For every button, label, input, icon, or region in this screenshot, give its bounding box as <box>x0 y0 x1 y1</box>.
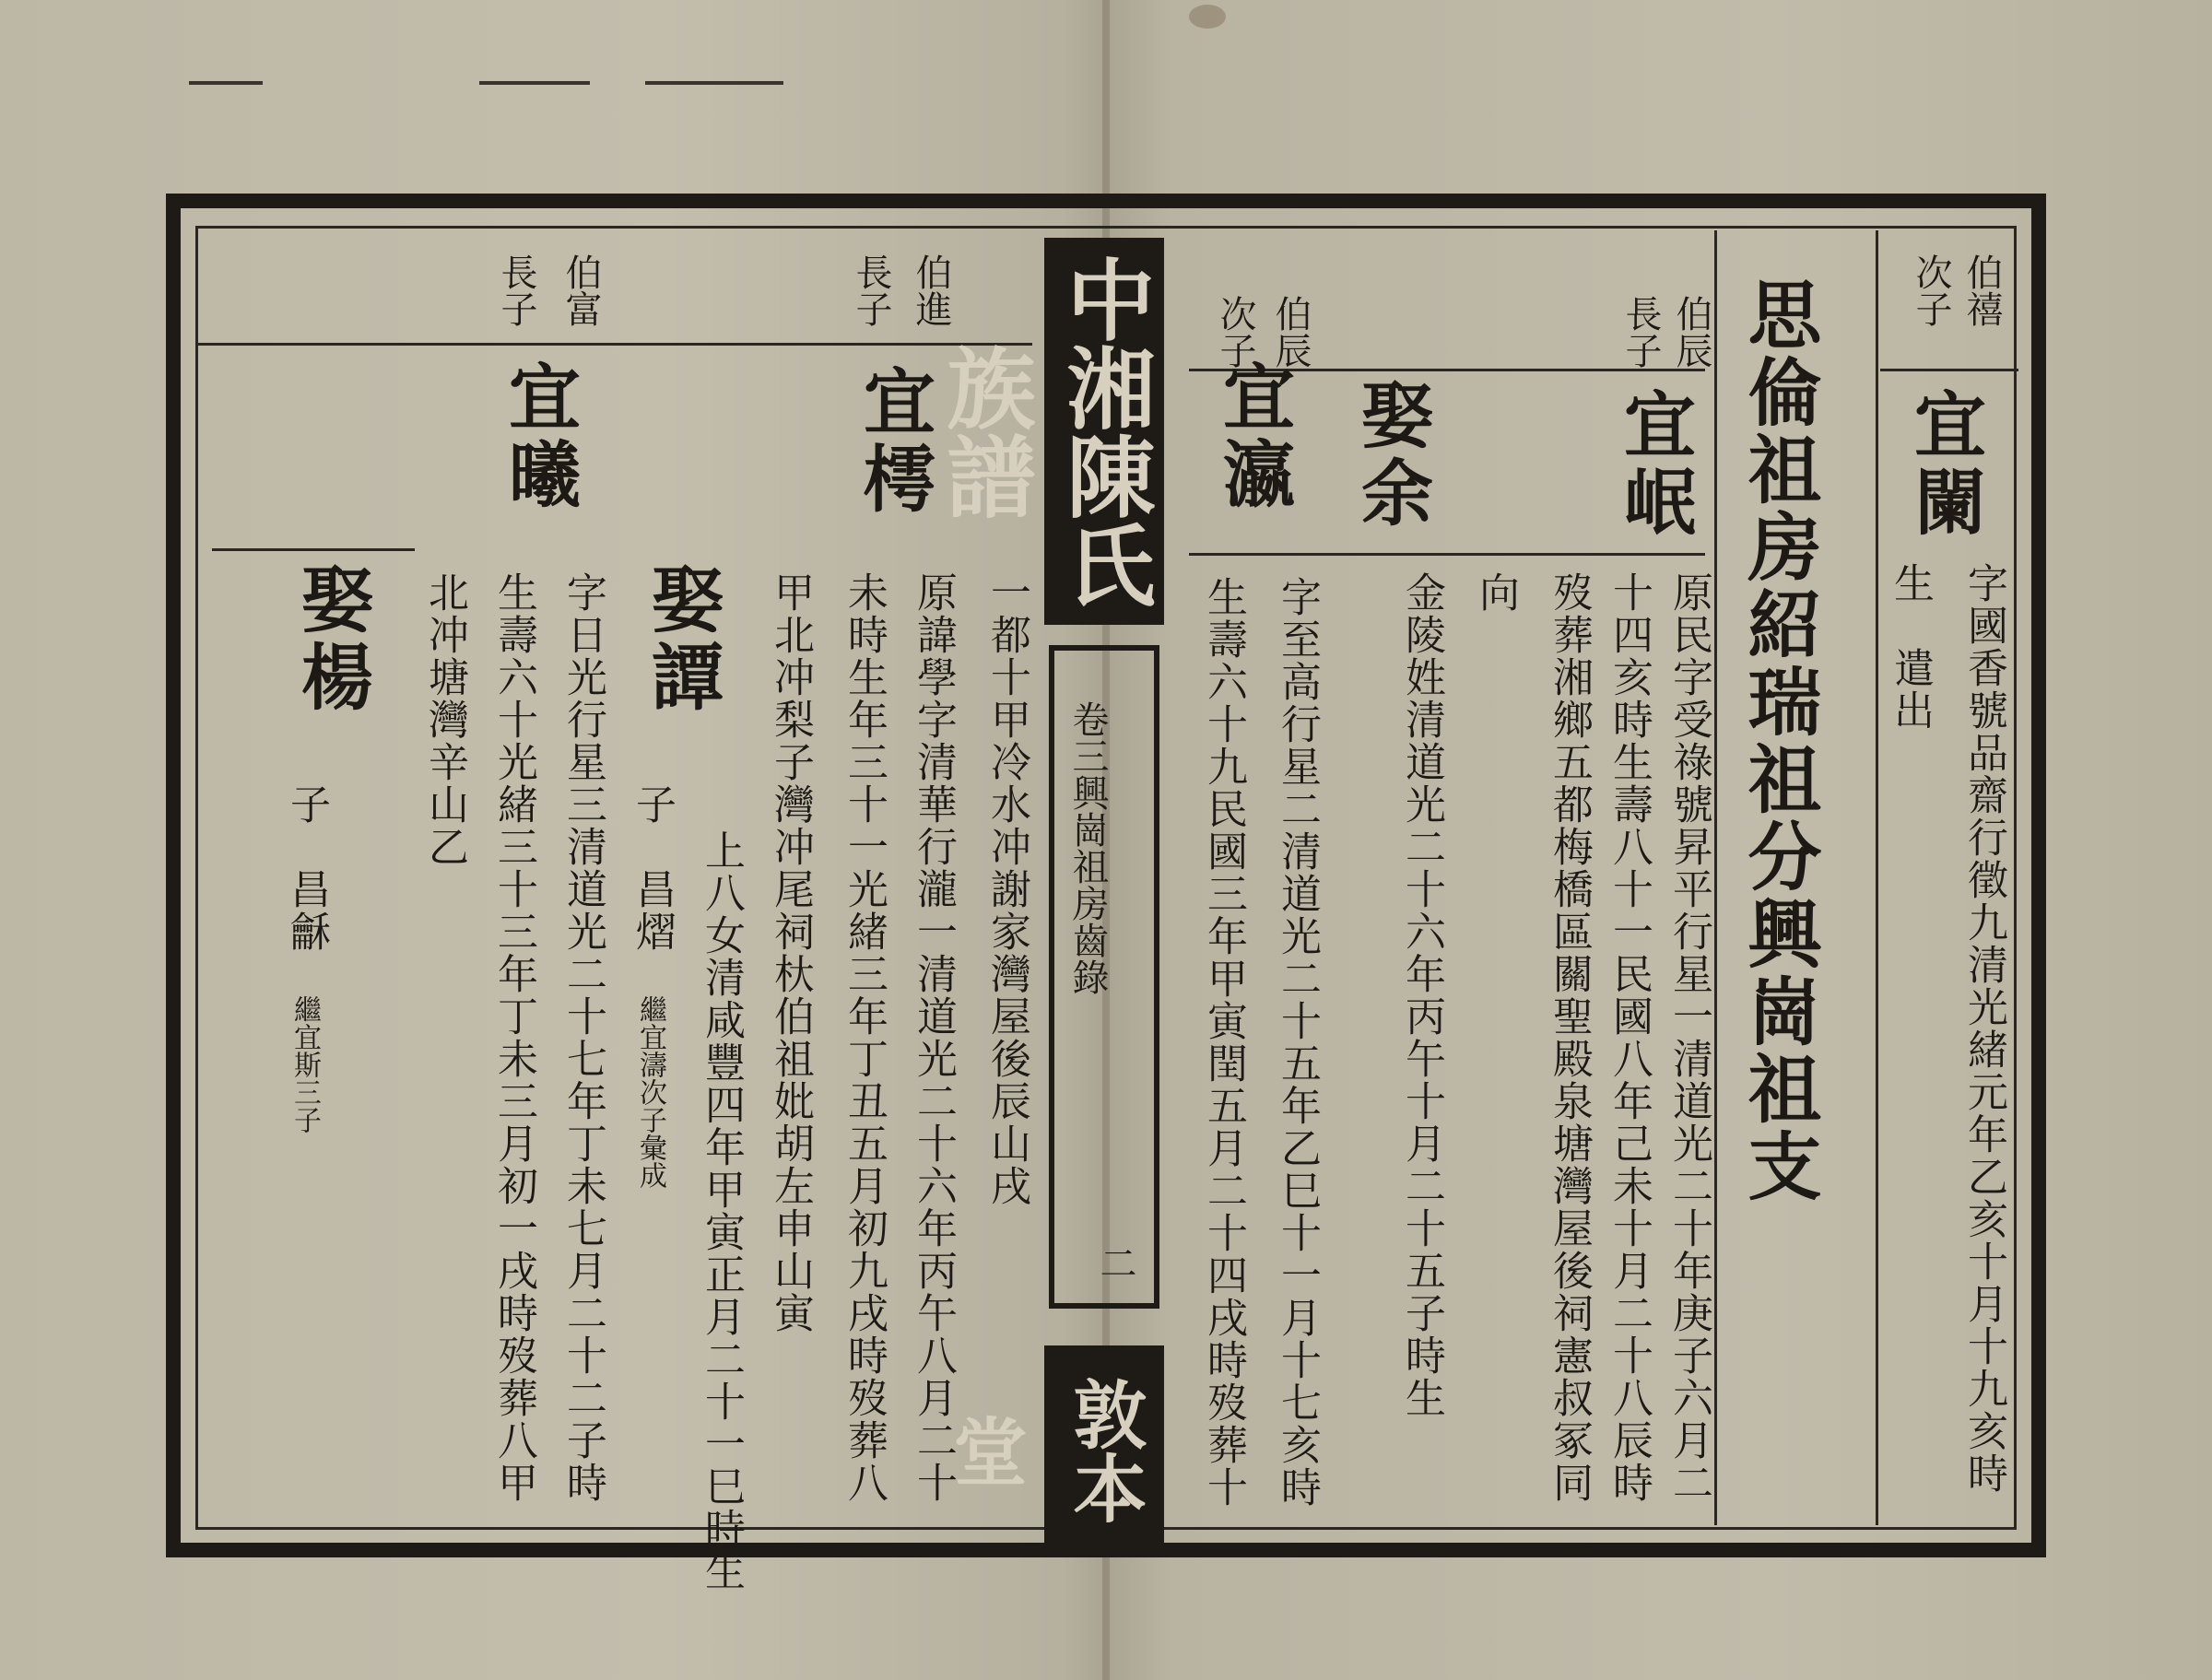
father-name: 伯進 <box>910 253 952 327</box>
biography-line: 生 遣出 <box>1887 562 1934 732</box>
spouse-biography: 金陵姓清道光二十六年丙午十月二十五子時生 <box>1398 571 1445 1419</box>
biography-line: 原民字受祿號昇平行星一清道光二十年庚子六月二 <box>1665 571 1712 1504</box>
top-mark <box>479 81 590 85</box>
clan-title: 中湘陳氏族譜 <box>1044 238 1164 625</box>
children-line: 子 昌熠 <box>629 783 676 953</box>
person-name: 宜瀛 <box>1211 359 1295 514</box>
children-note: 繼宜斯三子 <box>288 995 321 1134</box>
spouse-name: 娶楊 <box>289 562 373 717</box>
son-rank: 次子 <box>1214 295 1256 369</box>
column-divider <box>1876 230 1878 1525</box>
name-rule <box>1189 553 1705 556</box>
branch-title: 思倫祖房紹瑞祖分興崗祖支 <box>1735 276 1822 1205</box>
biography-line: 一都十甲冷水冲謝家灣屋後辰山戌 <box>983 571 1030 1207</box>
son-rank: 長子 <box>850 253 892 327</box>
spouse-rule <box>212 548 415 551</box>
header-rule <box>198 343 1032 346</box>
top-mark <box>189 81 263 85</box>
biography-line: 字日光行星三清道光二十七年丁未七月二十二子時 <box>559 571 606 1504</box>
biography-line: 十四亥時生壽八十一民國八年己未十月二十八辰時 <box>1606 571 1653 1504</box>
father-name: 伯辰 <box>1670 295 1712 369</box>
biography-line: 生壽六十光緒三十三年丁未三月初一戌時歿葬八甲 <box>490 571 537 1504</box>
person-name: 宜岷 <box>1612 387 1696 542</box>
spouse-biography: 上八女清咸豐四年甲寅正月二十一巳時生 <box>698 829 745 1592</box>
volume-number: 卷三 <box>1066 700 1109 774</box>
biography-line: 原諱學字清華行瀧一清道光二十六年丙午八月二十 <box>910 571 957 1504</box>
top-mark <box>645 81 783 85</box>
son-rank: 長子 <box>495 253 537 327</box>
spouse-name: 娶余 <box>1349 378 1433 533</box>
spouse-name: 娶譚 <box>640 562 724 717</box>
hall-name: 敦本堂 <box>1044 1345 1164 1556</box>
father-name: 伯富 <box>559 253 602 327</box>
column-divider <box>1714 230 1717 1525</box>
children-note: 繼宜濤次子彙成 <box>634 995 666 1189</box>
person-name: 宜闌 <box>1902 387 1986 542</box>
biography-line: 字至高行星二清道光二十五年乙巳十一月十七亥時 <box>1274 576 1321 1509</box>
person-name: 宜曦 <box>497 359 581 514</box>
son-rank: 次子 <box>1910 253 1952 327</box>
children-line: 子 昌龢 <box>283 783 330 953</box>
biography-line: 向 <box>1472 571 1519 614</box>
person-name: 宜樗 <box>852 364 935 519</box>
page-number: 二 <box>1094 1244 1136 1281</box>
biography-line: 歿葬湘鄉五都梅橋區關聖殿泉塘灣屋後祠憲叔冢同 <box>1546 571 1593 1504</box>
paper-stain <box>1189 5 1226 29</box>
biography-line: 未時生年三十一光緒三年丁丑五月初九戌時歿葬八 <box>841 571 888 1504</box>
biography-line: 北冲塘灣辛山乙 <box>421 571 468 868</box>
biography-line: 甲北冲梨子灣冲尾祠杕伯祖妣胡左申山寅 <box>767 571 814 1334</box>
biography-line: 字國香號品齋行徵九清光緒元年乙亥十月十九亥時 <box>1960 562 2007 1495</box>
father-name: 伯禧 <box>1960 253 2003 327</box>
volume-section <box>1066 700 1109 995</box>
section-title: 興崗祖房齒錄 <box>1066 774 1109 995</box>
son-rank: 長子 <box>1619 295 1662 369</box>
father-name: 伯辰 <box>1269 295 1312 369</box>
biography-line: 生壽六十九民國三年甲寅閏五月二十四戌時歿葬十 <box>1200 576 1247 1509</box>
header-rule <box>1880 369 2018 371</box>
